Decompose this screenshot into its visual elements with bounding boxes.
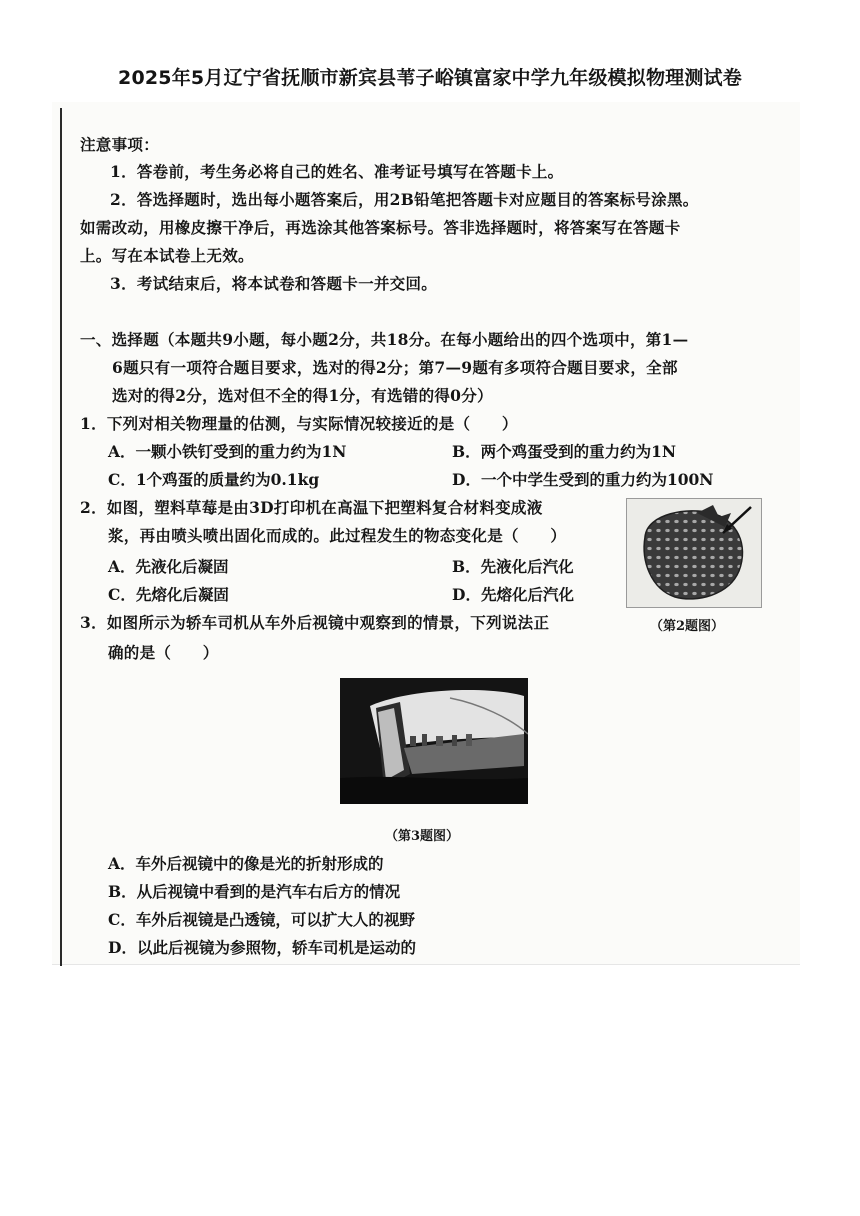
q3-option-a: A．车外后视镜中的像是光的折射形成的 [108, 854, 384, 873]
q2-option-d: D．先熔化后汽化 [452, 585, 574, 604]
q3-stem-line-1: 3．如图所示为轿车司机从车外后视镜中观察到的情景，下列说法正 [80, 613, 550, 632]
q2-option-b: B．先液化后汽化 [452, 557, 574, 576]
strawberry-figure [626, 498, 762, 608]
section1-line-3: 选对的得2分，选对但不全的得1分，有选错的得0分） [112, 386, 493, 405]
rearview-mirror-image [340, 678, 528, 804]
notice-item-2: 2．答选择题时，选出每小题答案后，用2B铅笔把答题卡对应题目的答案标号涂黑。 [110, 190, 699, 209]
notice-heading: 注意事项： [80, 135, 160, 154]
section1-line-2: 6题只有一项符合题目要求，选对的得2分；第7—9题有多项符合题目要求，全部 [112, 358, 678, 377]
page-left-rule [60, 108, 62, 966]
q2-option-a: A．先液化后凝固 [108, 557, 229, 576]
q2-stem-line-2: 浆，再由喷头喷出固化而成的。此过程发生的物态变化是（ ） [108, 526, 567, 545]
q1-option-a: A．一颗小铁钉受到的重力约为1N [108, 442, 347, 461]
q1-option-b: B．两个鸡蛋受到的重力约为1N [452, 442, 677, 461]
q3-figure-caption: （第3题图） [385, 829, 460, 844]
q3-option-b: B．从后视镜中看到的是汽车右后方的情况 [108, 882, 401, 901]
rearview-mirror-figure [340, 678, 528, 804]
q1-option-c: C．1个鸡蛋的质量约为0.1kg [108, 470, 320, 489]
q3-stem-line-2: 确的是（ ） [108, 643, 219, 662]
page-title: 2025年5月辽宁省抚顺市新宾县苇子峪镇富家中学九年级模拟物理测试卷 [118, 67, 742, 89]
q3-option-d: D．以此后视镜为参照物，轿车司机是运动的 [108, 938, 416, 957]
q2-figure-caption: （第2题图） [650, 619, 725, 634]
q1-option-d: D．一个中学生受到的重力约为100N [452, 470, 714, 489]
notice-item-1: 1．答卷前，考生务必将自己的姓名、准考证号填写在答题卡上。 [110, 162, 564, 181]
q1-stem: 1．下列对相关物理量的估测，与实际情况较接近的是（ ） [80, 414, 518, 433]
q2-option-c: C．先熔化后凝固 [108, 585, 229, 604]
notice-item-2-cont: 如需改动，用橡皮擦干净后，再选涂其他答案标号。答非选择题时，将答案写在答题卡 [80, 218, 681, 237]
q2-stem-line-1: 2．如图，塑料草莓是由3D打印机在高温下把塑料复合材料变成液 [80, 498, 543, 517]
q3-option-c: C．车外后视镜是凸透镜，可以扩大人的视野 [108, 910, 415, 929]
notice-item-3: 3．考试结束后，将本试卷和答题卡一并交回。 [110, 274, 438, 293]
strawberry-image [627, 499, 761, 607]
notice-item-2-end: 上。写在本试卷上无效。 [80, 246, 254, 265]
section1-line-1: 一、选择题（本题共9小题，每小题2分，共18分。在每小题给出的四个选项中，第1— [80, 330, 689, 349]
